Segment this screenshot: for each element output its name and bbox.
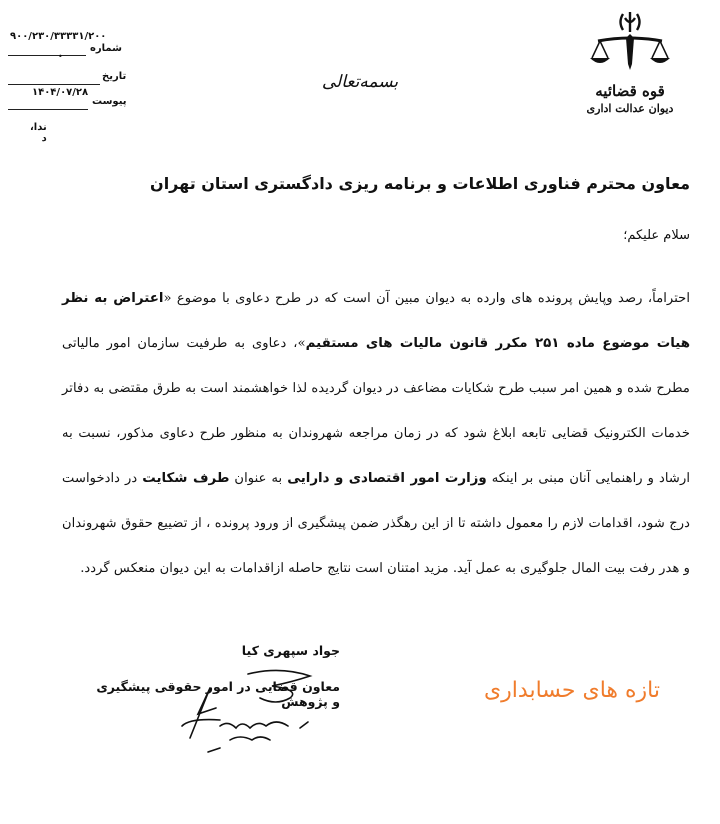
letter-number-value: ۹۰۰/۲۳۰/۳۳۳۳۱/۲۰۰ bbox=[10, 31, 107, 42]
body-text-3: به عنوان bbox=[229, 471, 288, 486]
letter-body bbox=[62, 276, 690, 591]
body-text-2: »، دعاوی به طرفیت سازمان امور مالیاتی مطرح شده و همین امر سبب طرح شکایات مضاعف در دیوان گردیده لذا خواهشمند است به طرق مقتضی به دفاتر خدمات الکترونیک قضایی تابعه ابلاغ شود که در زمان مراجعه شهروندان به منظور طرح دعاوی مذکور، نسبت به ارشاد و راهنمایی آنان مبنی بر اینکه bbox=[62, 336, 690, 486]
number-line bbox=[8, 41, 86, 56]
body-subject-bold: اعتراض به نظر هیات موضوع ماده ۲۵۱ مکرر قانون مالیات های مستقیم bbox=[62, 291, 691, 351]
greeting: سلام علیکم؛ bbox=[623, 228, 690, 243]
handwritten-signature bbox=[160, 668, 320, 760]
judiciary-logo bbox=[570, 8, 690, 115]
number-dot: • bbox=[58, 52, 63, 61]
signer-name: جواد سپهری کیا bbox=[241, 643, 340, 658]
body-text-1: احتراماً، رصد وپایش پرونده های وارده به دیوان مبین آن است که در طرح دعاوی با موضوع « bbox=[163, 291, 691, 306]
logo-subtitle: دیوان عدالت اداری bbox=[586, 102, 674, 115]
bismillah-heading: بسمه‌تعالی bbox=[321, 72, 399, 92]
date-line bbox=[8, 70, 100, 85]
watermark-text: تازه های حسابداری bbox=[483, 678, 660, 703]
body-text-4: در دادخواست درج شود، اقدامات لازم را معمول داشته تا از این رهگذر ضمن پیشگیری از ورود پرونده ، از تضییع حقوق شهروندان و هدر رفت بیت المال جلوگیری به عمل آید. مزید امتنان است نتایج حاصله ازاقدامات به این دیوان منعکس گردد. bbox=[62, 471, 690, 576]
signer-title: معاون قضایی در امور حقوقی پیشگیری و پژوهش bbox=[96, 679, 340, 709]
letter-date-label: تاریخ bbox=[102, 71, 127, 82]
letter-reference-note: ندا، د bbox=[29, 122, 47, 144]
letter-number-label: شماره bbox=[90, 43, 122, 54]
body-defendant-bold: طرف شکایت bbox=[142, 471, 230, 486]
body-ministry-bold: وزارت امور اقتصادی و دارایی bbox=[287, 471, 487, 486]
letter-attachment-label: پیوست bbox=[92, 96, 127, 107]
letter-attachment-value: ۱۴۰۴/۰۷/۲۸ bbox=[32, 87, 89, 98]
attachment-line bbox=[8, 95, 88, 110]
logo-title: قوه قضائیه bbox=[595, 82, 665, 100]
recipient-line: معاون محترم فناوری اطلاعات و برنامه ریزی دادگستری استان تهران bbox=[150, 174, 690, 193]
scales-of-justice-icon bbox=[588, 8, 672, 78]
